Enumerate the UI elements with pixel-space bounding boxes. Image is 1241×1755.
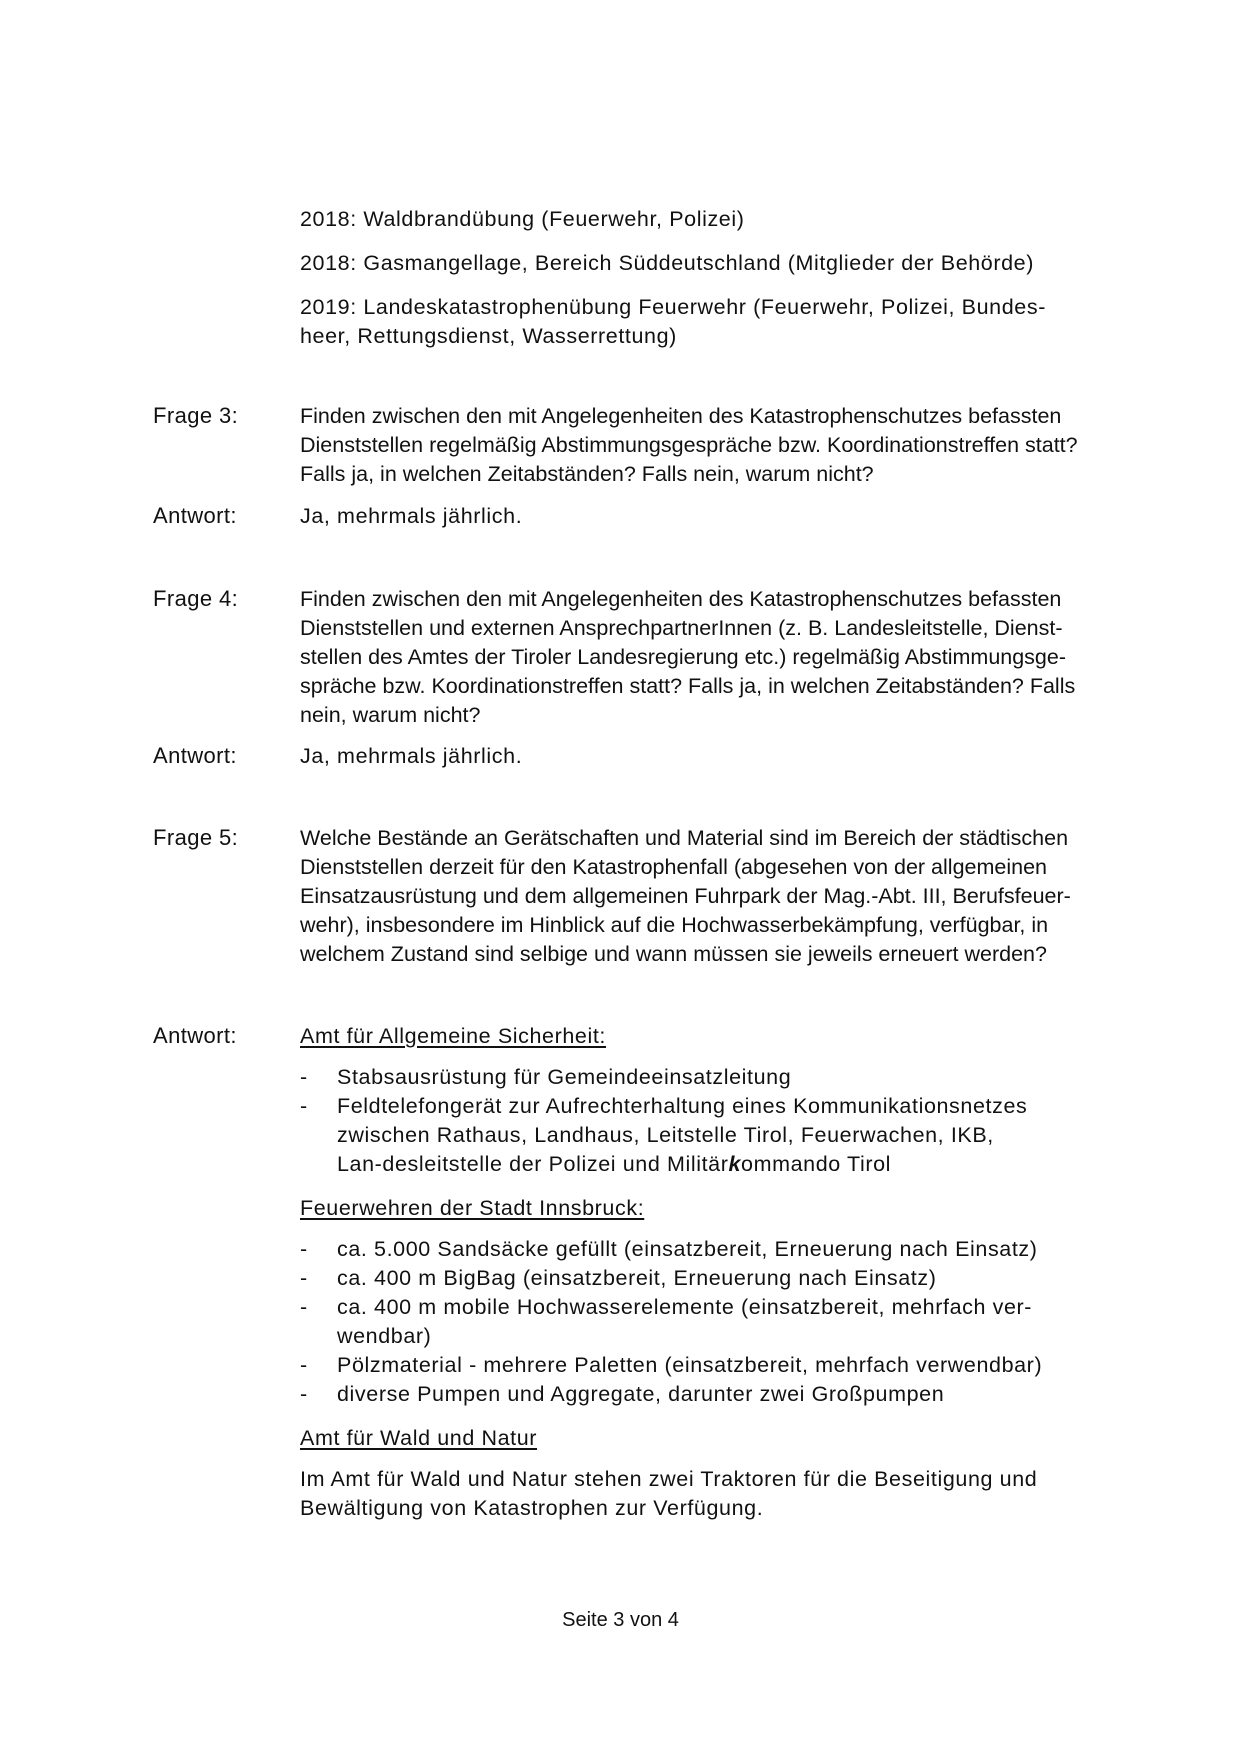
- list-item-line: ca. 5.000 Sandsäcke gefüllt (einsatzbereit, Erneuerung nach Einsatz): [337, 1237, 1038, 1261]
- exercise-item-2: 2018: Gasmangellage, Bereich Süddeutschland (Mitglieder der Behörde): [300, 251, 1034, 275]
- question-4-line: Dienststellen und externen AnsprechpartnerInnen (z. B. Landesleitstelle, Dienst-: [300, 616, 1063, 640]
- section-heading-sicherheit: Amt für Allgemeine Sicherheit:: [300, 1024, 606, 1048]
- question-4-label: Frage 4:: [153, 586, 239, 611]
- list-dash: -: [300, 1237, 308, 1261]
- list-item-line: ca. 400 m BigBag (einsatzbereit, Erneuerung nach Einsatz): [337, 1266, 937, 1290]
- question-3-label: Frage 3:: [153, 403, 239, 428]
- exercise-item-3-line-2: heer, Rettungsdienst, Wasserrettung): [300, 324, 677, 348]
- question-5-line: Einsatzausrüstung und dem allgemeinen Fuhrpark der Mag.-Abt. III, Berufsfeuer-: [300, 884, 1071, 908]
- list-item: [300, 1092, 1130, 1179]
- list-item-line: zwischen Rathaus, Landhaus, Leitstelle Tirol, Feuerwachen, IKB,: [337, 1123, 994, 1147]
- question-4-text: [300, 585, 1130, 730]
- list-item-line: diverse Pumpen und Aggregate, darunter zwei Großpumpen: [337, 1382, 945, 1406]
- question-4-line: Finden zwischen den mit Angelegenheiten des Katastrophenschutzes befassten: [300, 587, 1062, 611]
- list-item: [300, 1351, 1130, 1380]
- list-item-line: Feldtelefongerät zur Aufrechterhaltung eines Kommunikationsnetzes: [337, 1094, 1028, 1118]
- question-4-line: nein, warum nicht?: [300, 703, 481, 727]
- list-item-line: Pölzmaterial - mehrere Paletten (einsatzbereit, mehrfach verwendbar): [337, 1353, 1043, 1377]
- list-dash: -: [300, 1094, 308, 1118]
- list-item-text: ommando Tirol: [741, 1152, 892, 1176]
- answer-4-text: Ja, mehrmals jährlich.: [300, 744, 523, 768]
- answer-5-body: [300, 1022, 1130, 1523]
- list-dash: -: [300, 1382, 308, 1406]
- list-item: [300, 1264, 1130, 1293]
- answer-3-text: Ja, mehrmals jährlich.: [300, 504, 523, 528]
- exercise-item-3-line-1: 2019: Landeskatastrophenübung Feuerwehr (Feuerwehr, Polizei, Bundes-: [300, 295, 1046, 319]
- list-item-text: Lan-desleitstelle der Polizei und Militär: [337, 1152, 729, 1176]
- question-5-line: welchem Zustand sind selbige und wann müssen sie jeweils erneuert werden?: [300, 942, 1047, 966]
- list-item-text: Stabsausrüstung für Gemeindeeinsatzleitung: [337, 1065, 792, 1089]
- question-4-line: spräche bzw. Koordinationstreffen statt? Falls ja, in welchen Zeitabständen? Falls: [300, 674, 1076, 698]
- question-3-line: Falls ja, in welchen Zeitabständen? Falls nein, warum nicht?: [300, 462, 874, 486]
- question-3-line: Dienststellen regelmäßig Abstimmungsgespräche bzw. Koordinationstreffen statt?: [300, 433, 1078, 457]
- wald-line: Im Amt für Wald und Natur stehen zwei Traktoren für die Beseitigung und: [300, 1467, 1038, 1491]
- answer-4-label: Antwort:: [153, 743, 237, 768]
- question-3-text: [300, 402, 1130, 489]
- question-5-line: wehr), insbesondere im Hinblick auf die Hochwasserbekämpfung, verfügbar, in: [300, 913, 1049, 937]
- wald-paragraph: [300, 1465, 1130, 1523]
- list-dash: -: [300, 1295, 308, 1319]
- wald-line: Bewältigung von Katastrophen zur Verfügung.: [300, 1496, 764, 1520]
- question-3-line: Finden zwischen den mit Angelegenheiten des Katastrophenschutzes befassten: [300, 404, 1062, 428]
- list-item-line: wendbar): [337, 1324, 432, 1348]
- page-footer: Seite 3 von 4: [562, 1609, 679, 1631]
- question-5-line: Welche Bestände an Gerätschaften und Material sind im Bereich der städtischen: [300, 826, 1069, 850]
- list-item: [300, 1380, 1130, 1409]
- question-5-line: Dienststellen derzeit für den Katastrophenfall (abgesehen von der allgemeinen: [300, 855, 1047, 879]
- list-dash: -: [300, 1353, 308, 1377]
- list-item-line: ca. 400 m mobile Hochwasserelemente (einsatzbereit, mehrfach ver-: [337, 1295, 1033, 1319]
- question-5-text: [300, 824, 1130, 969]
- section-heading-feuerwehr: Feuerwehren der Stadt Innsbruck:: [300, 1196, 645, 1220]
- sicherheit-list: [300, 1063, 1130, 1179]
- question-5-label: Frage 5:: [153, 825, 239, 850]
- answer-3-label: Antwort:: [153, 503, 237, 528]
- inline-mark: k: [728, 1152, 742, 1176]
- list-item: [300, 1293, 1130, 1351]
- list-dash: -: [300, 1065, 308, 1089]
- list-item: [300, 1063, 1130, 1092]
- question-4-line: stellen des Amtes der Tiroler Landesregierung etc.) regelmäßig Abstimmungsge-: [300, 645, 1067, 669]
- list-item: [300, 1235, 1130, 1264]
- exercise-item-1: 2018: Waldbrandübung (Feuerwehr, Polizei): [300, 207, 745, 231]
- list-dash: -: [300, 1266, 308, 1290]
- exercise-item-3: [300, 293, 1130, 351]
- answer-5-label: Antwort:: [153, 1023, 237, 1048]
- section-heading-wald: Amt für Wald und Natur: [300, 1426, 538, 1450]
- feuerwehr-list: [300, 1235, 1130, 1409]
- list-item-line: [337, 1150, 1130, 1179]
